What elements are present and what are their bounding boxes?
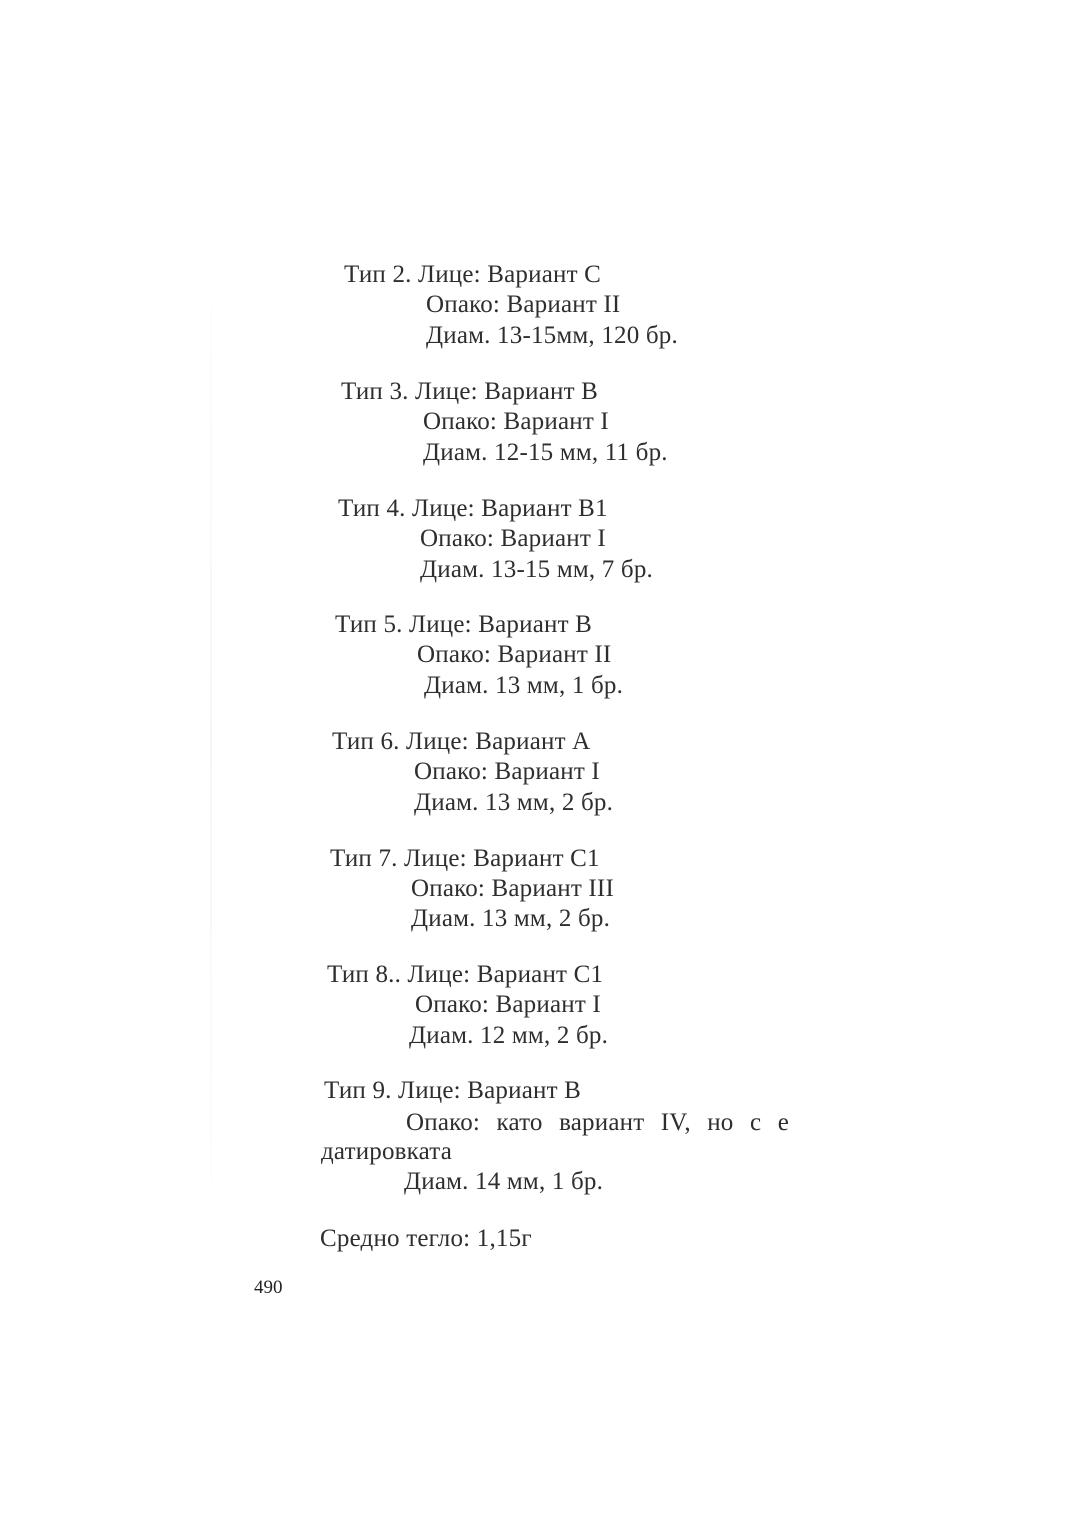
type-3-diameter: Диам. 12-15 мм, 11 бр. bbox=[423, 439, 668, 466]
type-7-reverse: Опако: Вариант III bbox=[411, 875, 614, 902]
page-number: 490 bbox=[254, 1277, 283, 1298]
type-6-diameter: Диам. 13 мм, 2 бр. bbox=[414, 789, 614, 816]
type-3-heading: Тип 3. Лице: Вариант В bbox=[341, 378, 599, 405]
type-4-diameter: Диам. 13-15 мм, 7 бр. bbox=[420, 556, 653, 583]
type-2-heading: Тип 2. Лице: Вариант С bbox=[344, 261, 602, 288]
type-7-heading: Тип 7. Лице: Вариант С1 bbox=[330, 845, 600, 872]
type-6-reverse: Опако: Вариант I bbox=[414, 758, 600, 785]
type-9-reverse: Опако: като вариант IV, но с е bbox=[406, 1109, 789, 1136]
type-8-diameter: Диам. 12 мм, 2 бр. bbox=[409, 1022, 609, 1049]
type-5-heading: Тип 5. Лице: Вариант В bbox=[335, 611, 593, 638]
scan-shadow bbox=[210, 225, 212, 1270]
type-2-reverse: Опако: Вариант II bbox=[426, 291, 621, 318]
type-9-reverse-continuation: датировката bbox=[321, 1138, 453, 1165]
type-3-reverse: Опако: Вариант I bbox=[423, 408, 609, 435]
type-6-heading: Тип 6. Лице: Вариант А bbox=[332, 728, 591, 755]
type-8-reverse: Опако: Вариант I bbox=[415, 991, 601, 1018]
type-9-heading: Тип 9. Лице: Вариант В bbox=[324, 1077, 582, 1104]
type-5-diameter: Диам. 13 мм, 1 бр. bbox=[424, 672, 624, 699]
type-4-reverse: Опако: Вариант I bbox=[420, 525, 606, 552]
type-9-diameter: Диам. 14 мм, 1 бр. bbox=[404, 1168, 604, 1195]
average-weight: Средно тегло: 1,15г bbox=[320, 1225, 532, 1252]
type-8-heading: Тип 8.. Лице: Вариант С1 bbox=[327, 961, 604, 988]
type-2-diameter: Диам. 13-15мм, 120 бр. bbox=[426, 322, 678, 349]
type-7-diameter: Диам. 13 мм, 2 бр. bbox=[411, 905, 611, 932]
type-4-heading: Тип 4. Лице: Вариант В1 bbox=[338, 495, 608, 522]
type-5-reverse: Опако: Вариант II bbox=[417, 641, 612, 668]
